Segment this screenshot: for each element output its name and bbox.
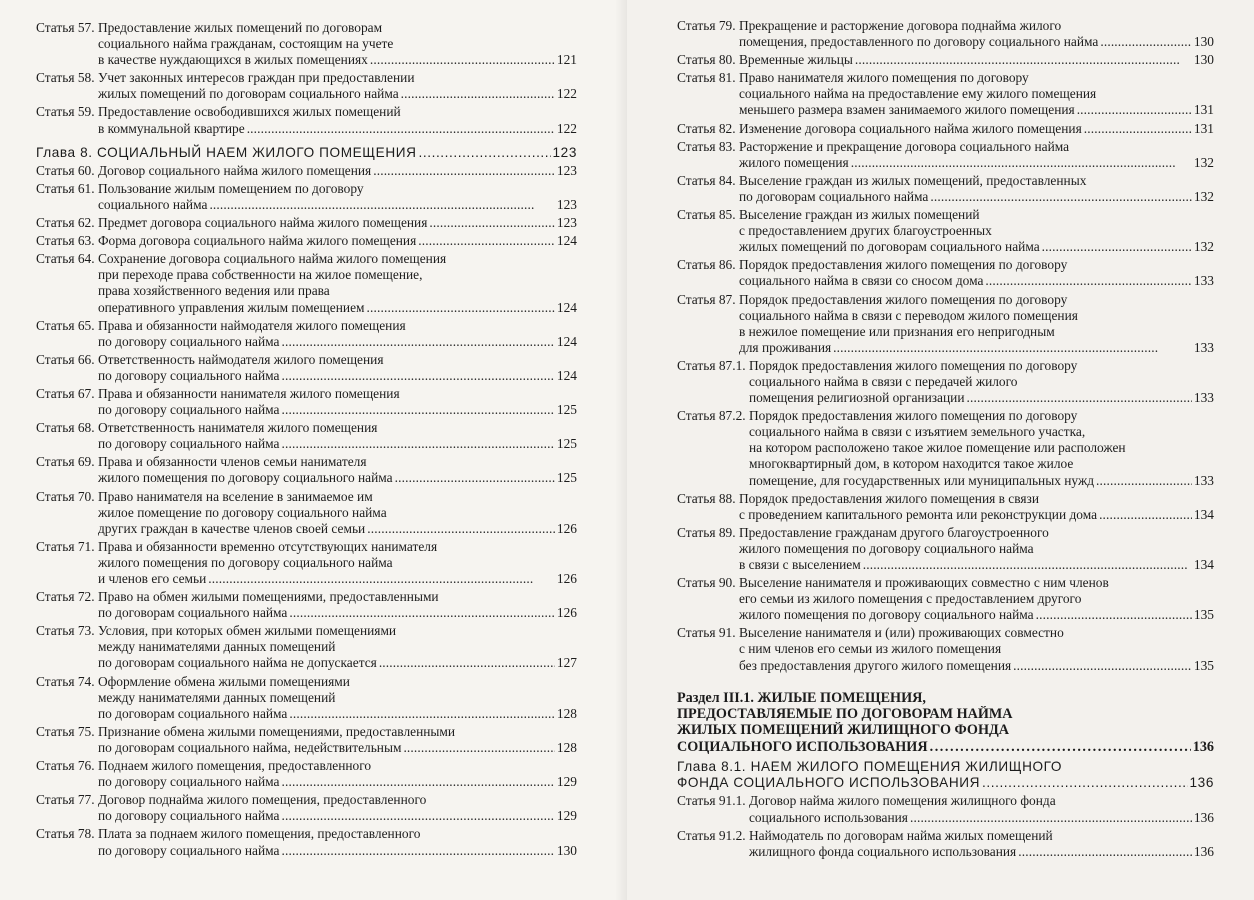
entry-title-line: с проведением капитального ремонта или реконструкции дома [738, 506, 1098, 522]
entry-title-line: социального найма в связи с передачей жилого [748, 373, 1018, 389]
entry-title-line: Порядок предоставления жилого помещения по договору [748, 408, 1078, 424]
entry-title-line: Право нанимателя жилого помещения по договору [738, 70, 1029, 86]
section-title-line: ПРЕДОСТАВЛЯЕМЫЕ ПО ДОГОВОРАМ НАЙМА [677, 706, 1013, 723]
toc-entry-article-83[interactable] [677, 139, 1214, 171]
page-number: 127 [556, 655, 577, 671]
page-number: 125 [556, 402, 577, 418]
entry-title-line: Ответственность нанимателя жилого помещения [97, 420, 378, 436]
entry-title-line: в качестве нуждающихся в жилых помещениях [97, 52, 368, 68]
toc-entry-article-79[interactable] [677, 18, 1214, 50]
entry-number: Статья 83. [677, 138, 736, 154]
entry-title-line: при переходе права собственности на жилое помещение, [97, 267, 423, 283]
entry-title-line: Выселение нанимателя и (или) проживающих совместно [738, 625, 1064, 641]
dot-leader [910, 810, 1192, 826]
dot-leader [247, 121, 555, 137]
entry-number: Статья 80. [677, 52, 736, 68]
entry-title-line: на котором расположено такое жилое помещение или расположен [748, 440, 1126, 456]
dot-leader [1099, 507, 1192, 523]
page-number: 132 [1193, 154, 1214, 170]
entry-number: Статья 62. [36, 215, 95, 231]
entry-number: Статья 74. [36, 673, 95, 689]
entry-title-line: в нежилое помещение или признания его непригодным [738, 323, 1055, 339]
entry-title-line: между нанимателями данных помещений [97, 639, 336, 655]
entry-title-line: социального найма [97, 196, 208, 212]
entry-title-line: жилого помещения по договору социального найма [97, 470, 393, 486]
page-number: 126 [556, 605, 577, 621]
entry-title-line: для проживания [738, 339, 832, 355]
entry-title-line: и членов его семьи [97, 571, 207, 586]
chapter-title: ФОНДА СОЦИАЛЬНОГО ИСПОЛЬЗОВАНИЯ [677, 775, 981, 791]
entry-title-line: Расторжение и прекращение договора социального найма [738, 138, 1070, 154]
entry-title-line: Предоставление жилых помещений по договорам [97, 20, 383, 35]
entry-title-line: Права и обязанности нанимателя жилого помещения [97, 385, 400, 401]
section-title-line: ЖИЛЫХ ПОМЕЩЕНИЙ ЖИЛИЩНОГО ФОНДА [677, 722, 1009, 739]
page-number: 129 [556, 808, 577, 824]
entry-title-line: Учет законных интересов граждан при предоставлении [97, 70, 415, 86]
entry-title-line: Предоставление освободившихся жилых помещений [97, 104, 401, 120]
entry-title-line: жилого помещения по договору социального найма [738, 607, 1034, 623]
entry-title-line: в коммунальной квартире [97, 120, 245, 136]
page-number: 122 [556, 120, 577, 136]
entry-title-line: оперативного управления жилым помещением [97, 299, 365, 315]
entry-title-line: Порядок предоставления жилого помещения по договору [738, 291, 1068, 307]
entry-title-line: Договор поднайма жилого помещения, предоставленного [97, 792, 427, 808]
entry-title-line: социального найма гражданам, состоящим на учете [97, 36, 394, 52]
entry-title-line: по договору социального найма [97, 402, 280, 418]
entry-title-line: Право на обмен жилыми помещениями, предоставленными [97, 589, 439, 605]
page-number: 124 [556, 333, 577, 349]
entry-title-line: жилого помещения [738, 154, 849, 170]
entry-title-line: помещение, для государственных или муниципальных нужд [748, 472, 1095, 488]
toc-entry-article-70[interactable] [36, 489, 577, 537]
dot-leader [1042, 239, 1192, 255]
toc-entry-article-61[interactable] [36, 181, 577, 213]
entry-title-line: Предоставление гражданам другого благоустроенного [738, 524, 1049, 540]
toc-entry-article-87-1[interactable] [677, 358, 1214, 406]
toc-entry-article-75[interactable] [36, 724, 577, 756]
entry-title-line: социального найма на предоставление ему жилого помещения [738, 86, 1097, 102]
page-number: 124 [556, 299, 577, 315]
entry-number: Статья 63. [36, 233, 95, 249]
entry-number: Статья 68. [36, 420, 95, 436]
entry-title-line: Условия, при которых обмен жилыми помещениями [97, 623, 397, 639]
entry-title-line: социального найма в связи с переводом жилого помещения [738, 307, 1078, 323]
entry-number: Статья 76. [36, 758, 95, 774]
toc-entry-article-60[interactable] [36, 163, 577, 179]
toc-entry-article-82[interactable] [677, 121, 1214, 137]
dot-leader [418, 233, 555, 249]
page-number: 121 [556, 52, 577, 68]
entry-title-line: с ним членов его семьи из жилого помещения [738, 641, 1002, 657]
entry-number: Статья 87. [677, 291, 736, 307]
page-number: 131 [1193, 120, 1214, 136]
page-number: 130 [1193, 52, 1214, 68]
entry-title-line: Ответственность наймодателя жилого помещения [97, 351, 384, 367]
toc-entry-article-62[interactable] [36, 215, 577, 231]
entry-number: Статья 78. [36, 826, 95, 842]
entry-title-line: жилищного фонда социального использования [748, 843, 1017, 859]
dot-leader [930, 189, 1192, 205]
toc-entry-article-80[interactable] [677, 52, 1214, 68]
chapter-number: Глава 8. [36, 144, 93, 160]
dot-leader [403, 740, 554, 756]
dot-leader [1096, 473, 1192, 489]
page-number: 126 [556, 571, 577, 586]
toc-entry-article-84[interactable] [677, 173, 1214, 205]
entry-title-line: других граждан в качестве членов своей семьи [97, 520, 366, 536]
toc-entry-article-91[interactable] [677, 625, 1214, 673]
chapter-title: СОЦИАЛЬНЫЙ НАЕМ ЖИЛОГО ПОМЕЩЕНИЯ [97, 144, 417, 160]
entry-number: Статья 75. [36, 723, 95, 739]
entry-title-line: по договорам социального найма не допускается [97, 655, 377, 671]
entry-number: Статья 70. [36, 488, 95, 504]
toc-entry-article-78[interactable] [36, 826, 577, 858]
entry-title-line: его семьи из жилого помещения с предоставлением другого [738, 591, 1082, 607]
dot-leader [429, 215, 555, 231]
dot-leader [281, 843, 554, 859]
entry-title-line: социального использования [748, 809, 908, 825]
right-page [627, 0, 1254, 900]
toc-entry-article-63[interactable] [36, 233, 577, 249]
dot-leader [289, 706, 555, 722]
entry-number: Статья 67. [36, 385, 95, 401]
toc-entry-article-73[interactable] [36, 623, 577, 671]
entry-title-line: Порядок предоставления жилого помещения в связи [738, 490, 1039, 506]
dot-leader [982, 775, 1187, 791]
entry-title-line: по договору социального найма [97, 774, 280, 790]
section-title-line: ЖИЛЫЕ ПОМЕЩЕНИЯ, [757, 689, 926, 706]
dot-leader [281, 774, 554, 790]
entry-title-line: Порядок предоставления жилого помещения по договору [748, 357, 1078, 373]
entry-title-line: Сохранение договора социального найма жилого помещения [97, 251, 447, 267]
toc-entry-chapter-8[interactable] [36, 145, 577, 161]
entry-title-line: по договору социального найма [97, 333, 280, 349]
entry-number: Статья 79. [677, 18, 736, 33]
toc-entry-article-90[interactable] [677, 575, 1214, 623]
entry-number: Статья 73. [36, 623, 95, 639]
toc-entry-article-65[interactable] [36, 318, 577, 350]
dot-leader [281, 368, 554, 384]
toc-entry-article-59[interactable] [36, 104, 577, 136]
entry-number: Статья 69. [36, 454, 95, 470]
dot-leader [289, 605, 555, 621]
page-number: 135 [1193, 607, 1214, 623]
entry-title-line: Договор найма жилого помещения жилищного фонда [748, 793, 1056, 809]
entry-title-line: по договорам социального найма [738, 188, 929, 204]
entry-number: Статья 61. [36, 180, 95, 196]
dot-leader [281, 808, 554, 824]
toc-entry-article-66[interactable] [36, 352, 577, 384]
toc-entry-article-87-2[interactable] [677, 408, 1214, 488]
toc-entry-section-3-1[interactable] [677, 690, 1214, 756]
entry-title-line: Порядок предоставления жилого помещения по договору [738, 257, 1068, 273]
dot-leader [395, 470, 555, 486]
page-number: 136 [1193, 843, 1214, 859]
entry-title-line: по договорам социального найма [97, 705, 288, 721]
page-number: 124 [556, 367, 577, 383]
dot-leader [419, 145, 551, 161]
entry-title-line: Права и обязанности членов семьи нанимателя [97, 454, 367, 470]
toc-entry-article-81[interactable] [677, 70, 1214, 118]
dot-leader [367, 521, 555, 537]
page-number: 126 [556, 520, 577, 536]
page-number: 123 [556, 215, 577, 231]
entry-number: Статья 85. [677, 207, 736, 223]
page-number: 125 [556, 470, 577, 486]
entry-title-line: по договору социального найма [97, 436, 280, 452]
entry-number: Статья 71. [36, 538, 95, 554]
toc-entry-chapter-8-1[interactable] [677, 759, 1214, 775]
toc-entry-article-77[interactable] [36, 792, 577, 824]
entry-title-line: многоквартирный дом, в котором находится такое жилое [748, 456, 1074, 472]
entry-number: Статья 81. [677, 70, 736, 86]
page-number: 128 [556, 739, 577, 755]
dot-leader [367, 300, 555, 316]
toc-entry-article-76[interactable] [36, 758, 577, 790]
dot-leader [863, 557, 1192, 573]
entry-title-line: Временные жильцы [738, 52, 853, 68]
entry-title-line: в связи с выселением [738, 557, 861, 572]
toc-entry-article-74[interactable] [36, 674, 577, 722]
dot-leader [209, 197, 554, 213]
page-number: 130 [556, 842, 577, 858]
entry-number: Статья 66. [36, 351, 95, 367]
page-number: 123 [556, 162, 577, 178]
dot-leader [1018, 844, 1192, 860]
toc-entry-article-68[interactable] [36, 420, 577, 452]
entry-title-line: по договорам социального найма, недействительным [97, 739, 402, 755]
dot-leader [1077, 102, 1192, 118]
page-number: 135 [1193, 657, 1214, 673]
dot-leader [1084, 121, 1192, 137]
entry-title-line: с предоставлением других благоустроенных [738, 223, 992, 239]
entry-title-line: Договор социального найма жилого помещения [97, 162, 372, 178]
entry-title-line: Оформление обмена жилыми помещениями [97, 673, 350, 689]
entry-number: Статья 64. [36, 251, 95, 267]
entry-title-line: по договору социального найма [97, 842, 280, 858]
entry-title-line: жилого помещения по договору социального найма [738, 540, 1034, 556]
entry-title-line: без предоставления другого жилого помещения [738, 657, 1012, 673]
entry-title-line: между нанимателями данных помещений [97, 689, 336, 705]
page-number: 133 [1193, 472, 1214, 488]
toc-entry-article-57[interactable] [36, 20, 577, 68]
toc-entry-article-89[interactable] [677, 525, 1214, 573]
entry-number: Статья 58. [36, 70, 95, 86]
page-number: 133 [1193, 339, 1214, 355]
entry-title-line: Права и обязанности временно отсутствующих нанимателя [97, 538, 438, 554]
entry-title-line: Пользование жилым помещением по договору [97, 180, 364, 196]
dot-leader [985, 273, 1192, 289]
entry-number: Статья 88. [677, 490, 736, 506]
toc-entry-article-71[interactable] [36, 539, 577, 587]
entry-number: Статья 91.1. [677, 793, 746, 809]
entry-title-line: Поднаем жилого помещения, предоставленного [97, 758, 372, 774]
entry-title-line: по договорам социального найма [97, 605, 288, 621]
entry-number: Статья 57. [36, 20, 95, 35]
entry-title-line: права хозяйственного ведения или права [97, 283, 330, 299]
dot-leader [1013, 658, 1192, 674]
page-number: 136 [1192, 738, 1214, 755]
entry-title-line: по договору социального найма [97, 808, 280, 824]
page-number: 123 [556, 196, 577, 212]
entry-number: Статья 77. [36, 792, 95, 808]
page-number: 131 [1193, 102, 1214, 118]
page-number: 132 [1193, 188, 1214, 204]
dot-leader [851, 155, 1192, 171]
entry-number: Статья 65. [36, 317, 95, 333]
dot-leader [1100, 34, 1192, 50]
entry-title-line: помещения религиозной организации [748, 390, 965, 406]
page-number: 128 [556, 705, 577, 721]
entry-title-line: Право нанимателя на вселение в занимаемое им [97, 488, 373, 504]
toc-entry-article-87[interactable] [677, 292, 1214, 356]
entry-title-line: жилых помещений по договорам социального найма [97, 86, 399, 102]
chapter-title-continuation [677, 775, 1214, 791]
entry-title-line: меньшего размера взамен занимаемого жилого помещения [738, 102, 1075, 118]
dot-leader [967, 390, 1192, 406]
page-number: 130 [1193, 34, 1214, 50]
entry-title-line: Форма договора социального найма жилого помещения [97, 233, 417, 249]
dot-leader [833, 340, 1192, 356]
entry-number: Статья 90. [677, 575, 736, 591]
page-number: 136 [1193, 809, 1214, 825]
chapter-number: Глава 8.1. [677, 759, 747, 775]
entry-title-line: Права и обязанности наймодателя жилого помещения [97, 317, 406, 333]
toc-entry-article-91-2[interactable] [677, 828, 1214, 860]
entry-number: Статья 72. [36, 589, 95, 605]
toc-entry-article-69[interactable] [36, 454, 577, 486]
toc-entry-article-91-1[interactable] [677, 793, 1214, 825]
page-number: 134 [1193, 557, 1214, 572]
entry-title-line: Предмет договора социального найма жилого помещения [97, 215, 428, 231]
toc-entry-article-64[interactable] [36, 251, 577, 315]
page-number: 133 [1193, 390, 1214, 406]
section-title-line: СОЦИАЛЬНОГО ИСПОЛЬЗОВАНИЯ [677, 738, 928, 755]
page-number: 129 [556, 774, 577, 790]
entry-number: Статья 84. [677, 172, 736, 188]
entry-title-line: Наймодатель по договорам найма жилых помещений [748, 827, 1053, 843]
dot-leader [373, 163, 555, 179]
entry-title-line: Изменение договора социального найма жилого помещения [738, 120, 1082, 136]
entry-number: Статья 59. [36, 104, 95, 120]
entry-number: Статья 60. [36, 162, 95, 178]
entry-number: Статья 91.2. [677, 827, 746, 843]
entry-number: Статья 87.2. [677, 408, 746, 424]
page-number: 122 [556, 86, 577, 102]
page-number: 133 [1193, 273, 1214, 289]
entry-title-line: жилое помещение по договору социального найма [97, 504, 387, 520]
page-number: 132 [1193, 239, 1214, 255]
entry-title-line: Прекращение и расторжение договора поднайма жилого [738, 18, 1062, 33]
dot-leader [370, 52, 555, 68]
toc-entry-article-58[interactable] [36, 70, 577, 102]
dot-leader [930, 739, 1191, 755]
dot-leader [401, 86, 555, 102]
entry-title-line: Выселение граждан из жилых помещений [738, 207, 980, 223]
page-number: 124 [556, 233, 577, 249]
dot-leader [281, 436, 554, 452]
entry-number: Статья 91. [677, 625, 736, 641]
dot-leader [379, 655, 555, 671]
page-number: 134 [1193, 506, 1214, 522]
entry-number: Статья 86. [677, 257, 736, 273]
entry-title-line: социального найма в связи с изъятием земельного участка, [748, 424, 1086, 440]
toc-entry-article-85[interactable] [677, 207, 1214, 255]
entry-number: Статья 82. [677, 120, 736, 136]
entry-title-line: по договору социального найма [97, 367, 280, 383]
dot-leader [281, 402, 554, 418]
entry-title-line: Плата за поднаем жилого помещения, предоставленного [97, 826, 421, 842]
page-number: 136 [1189, 775, 1214, 791]
entry-title-line: помещения, предоставленного по договору социального найма [738, 34, 1099, 50]
entry-title-line: Выселение граждан из жилых помещений, предоставленных [738, 172, 1087, 188]
entry-number: Статья 87.1. [677, 357, 746, 373]
toc-entry-article-88[interactable] [677, 491, 1214, 523]
dot-leader [281, 334, 554, 350]
entry-title-line: социального найма в связи со сносом дома [738, 273, 984, 289]
entry-title-line: Выселение нанимателя и проживающих совместно с ним членов [738, 575, 1109, 591]
entry-title-line: жилых помещений по договорам социального найма [738, 239, 1040, 255]
entry-title-line: жилого помещения по договору социального найма [97, 554, 393, 570]
dot-leader [855, 52, 1192, 68]
section-number: Раздел III.1. [677, 689, 754, 706]
page-number: 123 [552, 144, 577, 160]
chapter-title: НАЕМ ЖИЛОГО ПОМЕЩЕНИЯ ЖИЛИЩНОГО [750, 759, 1063, 775]
page-number: 125 [556, 436, 577, 452]
toc-entry-article-67[interactable] [36, 386, 577, 418]
entry-number: Статья 89. [677, 524, 736, 540]
entry-title-line: Признание обмена жилыми помещениями, предоставленными [97, 723, 456, 739]
toc-entry-article-72[interactable] [36, 589, 577, 621]
toc-entry-article-86[interactable] [677, 257, 1214, 289]
dot-leader [1036, 607, 1192, 623]
dot-leader [208, 571, 555, 587]
